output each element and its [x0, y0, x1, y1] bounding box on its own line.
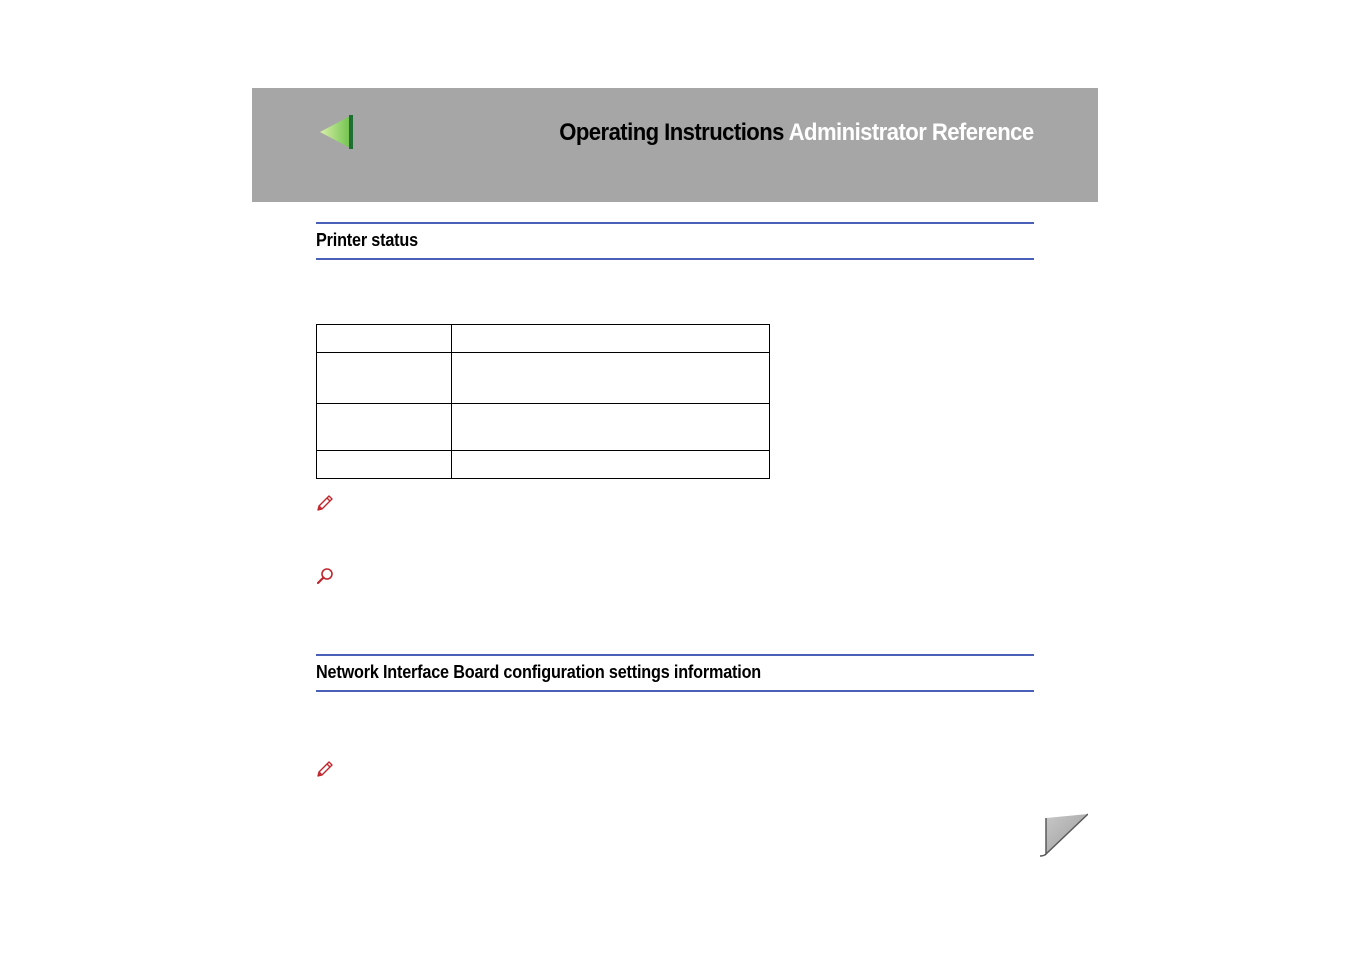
table-cell [317, 404, 452, 451]
pencil-note-icon [316, 494, 334, 512]
table-cell [451, 325, 769, 353]
magnifier-reference-icon [316, 567, 334, 585]
table-cell [451, 353, 769, 404]
table-row [317, 353, 770, 404]
table-cell [451, 404, 769, 451]
table-row [317, 451, 770, 479]
pencil-note-icon [316, 760, 334, 778]
table-cell [451, 451, 769, 479]
table-row [317, 404, 770, 451]
table-cell [317, 353, 452, 404]
document-title [560, 119, 1034, 147]
header-bar [252, 88, 1098, 202]
section-heading-printer-status [316, 222, 1034, 260]
table-row [317, 325, 770, 353]
title-operating-instructions: Operating Instructions [559, 119, 785, 146]
page-curl-next-icon[interactable] [1040, 812, 1088, 858]
title-administrator-reference: Administrator Reference [789, 119, 1034, 146]
section-heading-text: Printer status [316, 230, 418, 250]
section-heading-nib-config [316, 654, 1034, 692]
table-cell [317, 451, 452, 479]
printer-status-table [316, 324, 770, 479]
back-arrow-icon[interactable] [320, 115, 354, 149]
table-cell [317, 325, 452, 353]
section-heading-text: Network Interface Board configuration settings information [316, 662, 762, 682]
